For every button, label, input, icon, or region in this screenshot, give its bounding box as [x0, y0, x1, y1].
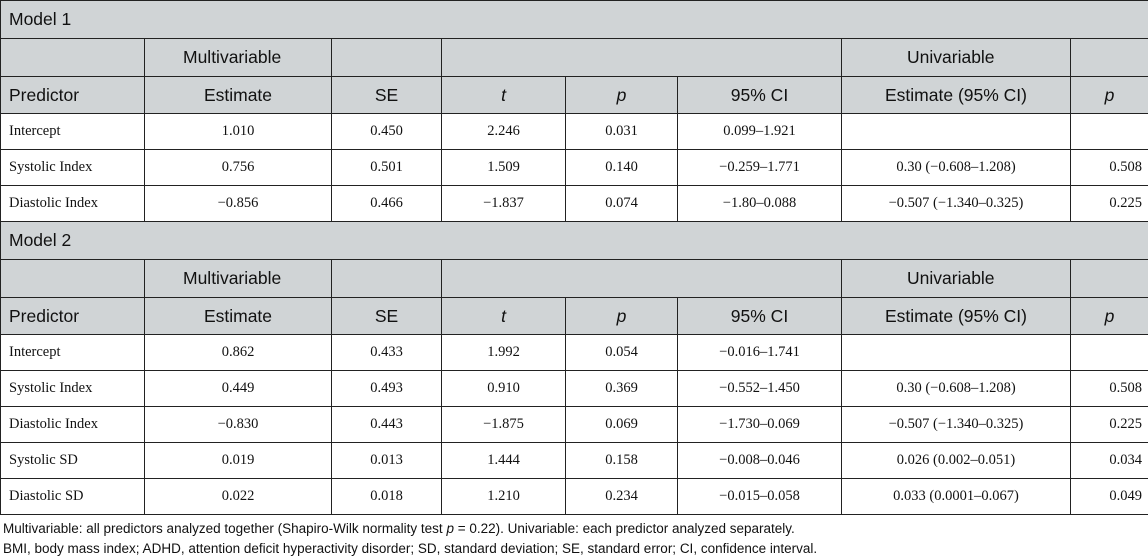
- group-header-empty: [1071, 39, 1148, 77]
- cell-univariable-estimate: −0.507 (−1.340–0.325): [842, 407, 1071, 443]
- cell-predictor: Systolic SD: [1, 443, 145, 479]
- group-header-empty: [1, 260, 145, 298]
- cell-se: 0.501: [332, 150, 442, 186]
- cell-univariable-estimate: −0.507 (−1.340–0.325): [842, 186, 1071, 222]
- column-header-predictor: Predictor: [1, 77, 145, 114]
- group-header-empty: [442, 39, 842, 77]
- model-title-row: [1, 222, 1148, 260]
- cell-se: 0.450: [332, 114, 442, 150]
- column-header-p: p: [566, 298, 678, 335]
- cell-p: 0.140: [566, 150, 678, 186]
- cell-se: 0.443: [332, 407, 442, 443]
- cell-p: 0.158: [566, 443, 678, 479]
- column-header-estimate: Estimate: [145, 77, 332, 114]
- model-title: Model 1: [1, 1, 1148, 39]
- footnote-p-symbol: p: [446, 521, 454, 536]
- cell-predictor: Diastolic Index: [1, 186, 145, 222]
- cell-univariable-p: 0.049: [1071, 479, 1148, 515]
- results-table-body: [1, 1, 1148, 515]
- footnote-text: = 0.22). Univariable: each predictor analyzed separately.: [453, 521, 795, 536]
- group-header-univariable: Univariable: [842, 39, 1071, 77]
- cell-p: 0.074: [566, 186, 678, 222]
- table-row: [1, 114, 1148, 150]
- table-row: [1, 371, 1148, 407]
- column-header-se: SE: [332, 298, 442, 335]
- cell-univariable-p: 0.034: [1071, 443, 1148, 479]
- cell-ci: −0.016–1.741: [678, 335, 842, 371]
- column-header-univariable-estimate: Estimate (95% CI): [842, 298, 1071, 335]
- column-header-univariable-estimate: Estimate (95% CI): [842, 77, 1071, 114]
- cell-se: 0.018: [332, 479, 442, 515]
- group-header-empty: [332, 260, 442, 298]
- cell-ci: −1.730–0.069: [678, 407, 842, 443]
- cell-se: 0.493: [332, 371, 442, 407]
- cell-predictor: Diastolic SD: [1, 479, 145, 515]
- cell-univariable-p: [1071, 335, 1148, 371]
- column-header-ci: 95% CI: [678, 77, 842, 114]
- group-header-multivariable: Multivariable: [145, 260, 332, 298]
- footnote-line-2: BMI, body mass index; ADHD, attention deficit hyperactivity disorder; SD, standard deviation; SE, standard error; CI, confidence interval.: [3, 541, 818, 556]
- cell-univariable-estimate: 0.026 (0.002–0.051): [842, 443, 1071, 479]
- column-header-row: [1, 77, 1148, 114]
- column-header-ci: 95% CI: [678, 298, 842, 335]
- table-row: [1, 407, 1148, 443]
- column-header-estimate: Estimate: [145, 298, 332, 335]
- column-header-se: SE: [332, 77, 442, 114]
- cell-se: 0.466: [332, 186, 442, 222]
- cell-predictor: Intercept: [1, 114, 145, 150]
- cell-estimate: 0.022: [145, 479, 332, 515]
- cell-t: 1.509: [442, 150, 566, 186]
- column-header-univariable-p: p: [1071, 298, 1148, 335]
- model-title: Model 2: [1, 222, 1148, 260]
- cell-univariable-estimate: 0.30 (−0.608–1.208): [842, 371, 1071, 407]
- cell-t: −1.837: [442, 186, 566, 222]
- footnote-line-1: [3, 521, 795, 536]
- cell-p: 0.234: [566, 479, 678, 515]
- cell-univariable-estimate: 0.033 (0.0001–0.067): [842, 479, 1071, 515]
- group-header-empty: [1071, 260, 1148, 298]
- cell-estimate: −0.856: [145, 186, 332, 222]
- model-title-row: [1, 1, 1148, 39]
- cell-ci: −1.80–0.088: [678, 186, 842, 222]
- group-header-empty: [332, 39, 442, 77]
- column-header-p: p: [566, 77, 678, 114]
- cell-univariable-p: 0.508: [1071, 371, 1148, 407]
- cell-se: 0.433: [332, 335, 442, 371]
- column-header-univariable-p: p: [1071, 77, 1148, 114]
- group-header-univariable: Univariable: [842, 260, 1071, 298]
- table-row: [1, 150, 1148, 186]
- cell-predictor: Diastolic Index: [1, 407, 145, 443]
- column-header-t: t: [442, 298, 566, 335]
- cell-ci: −0.552–1.450: [678, 371, 842, 407]
- cell-univariable-estimate: [842, 335, 1071, 371]
- group-header-row: [1, 260, 1148, 298]
- cell-univariable-p: [1071, 114, 1148, 150]
- cell-estimate: 0.756: [145, 150, 332, 186]
- cell-t: 2.246: [442, 114, 566, 150]
- cell-t: 1.444: [442, 443, 566, 479]
- group-header-multivariable: Multivariable: [145, 39, 332, 77]
- cell-p: 0.369: [566, 371, 678, 407]
- table-row: [1, 479, 1148, 515]
- cell-estimate: 0.449: [145, 371, 332, 407]
- cell-ci: −0.008–0.046: [678, 443, 842, 479]
- cell-t: −1.875: [442, 407, 566, 443]
- cell-univariable-estimate: [842, 114, 1071, 150]
- cell-univariable-p: 0.225: [1071, 407, 1148, 443]
- cell-p: 0.031: [566, 114, 678, 150]
- cell-predictor: Systolic Index: [1, 371, 145, 407]
- cell-univariable-p: 0.508: [1071, 150, 1148, 186]
- cell-ci: 0.099–1.921: [678, 114, 842, 150]
- cell-t: 1.210: [442, 479, 566, 515]
- cell-p: 0.054: [566, 335, 678, 371]
- cell-estimate: 0.019: [145, 443, 332, 479]
- cell-p: 0.069: [566, 407, 678, 443]
- cell-univariable-estimate: 0.30 (−0.608–1.208): [842, 150, 1071, 186]
- table-row: [1, 186, 1148, 222]
- cell-ci: −0.015–0.058: [678, 479, 842, 515]
- group-header-empty: [442, 260, 842, 298]
- cell-univariable-p: 0.225: [1071, 186, 1148, 222]
- table-row: [1, 335, 1148, 371]
- cell-se: 0.013: [332, 443, 442, 479]
- footnote-text: Multivariable: all predictors analyzed together (Shapiro-Wilk normality test: [3, 521, 447, 536]
- cell-estimate: 1.010: [145, 114, 332, 150]
- column-header-t: t: [442, 77, 566, 114]
- cell-estimate: 0.862: [145, 335, 332, 371]
- column-header-row: [1, 298, 1148, 335]
- cell-t: 0.910: [442, 371, 566, 407]
- group-header-row: [1, 39, 1148, 77]
- cell-t: 1.992: [442, 335, 566, 371]
- cell-predictor: Systolic Index: [1, 150, 145, 186]
- table-row: [1, 443, 1148, 479]
- cell-ci: −0.259–1.771: [678, 150, 842, 186]
- cell-predictor: Intercept: [1, 335, 145, 371]
- group-header-empty: [1, 39, 145, 77]
- column-header-predictor: Predictor: [1, 298, 145, 335]
- cell-estimate: −0.830: [145, 407, 332, 443]
